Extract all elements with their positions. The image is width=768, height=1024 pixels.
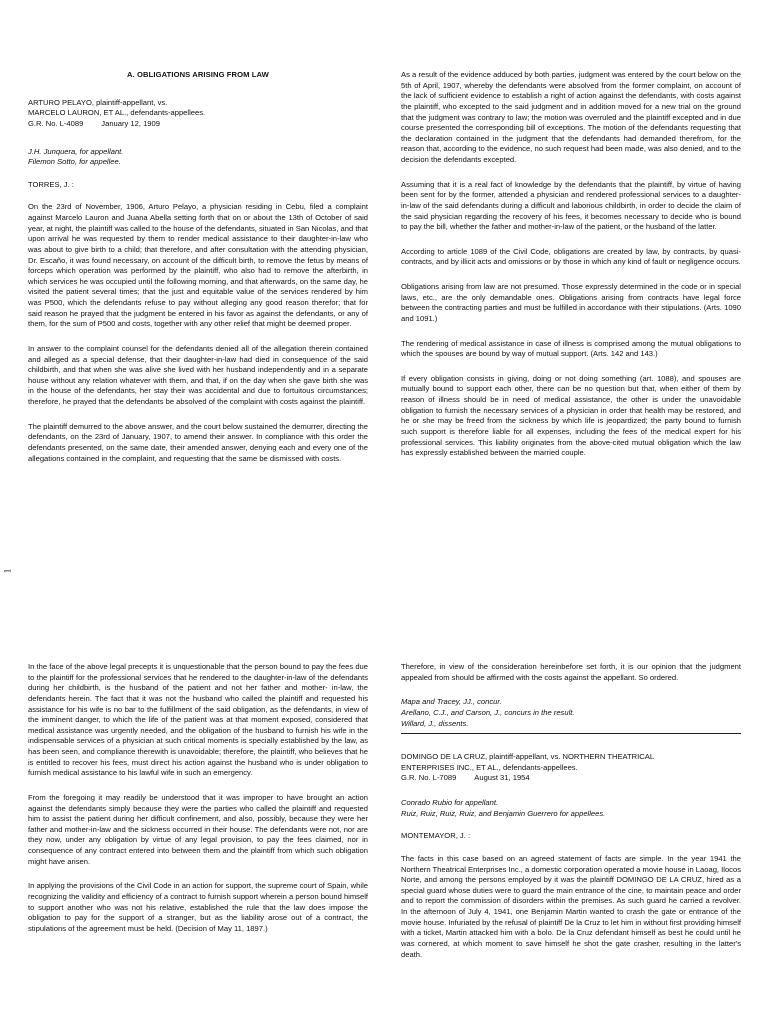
counsel-line: J.H. Junquera, for appellant. (28, 146, 124, 156)
case-divider (401, 733, 741, 734)
concurrence-line: Mapa and Tracey, JJ., concur. (401, 697, 502, 707)
case-caption-line: ENTERPRISES INC., ET AL., defendants-appellees. (401, 762, 578, 772)
counsel-line: Conrado Rubio for appellant. (401, 798, 499, 807)
page1-right-column (401, 70, 741, 468)
decision-date: January 12, 1909 (101, 118, 160, 128)
gr-number: G.R. No. L-4089 (28, 118, 84, 128)
conclusion-paragraph: Therefore, in view of the consideration hereinbefore set forth, it is our opinion that the judgment appealed from should be affirmed with the costs against the appellant. So ordered. (401, 662, 741, 682)
ponente: TORRES, J. : (28, 179, 74, 189)
page-number: 1 (2, 568, 13, 574)
concurrence-line: Arellano, C.J., and Carson, J., concurs in the result. (401, 707, 575, 717)
case-caption-line: DOMINGO DE LA CRUZ, plaintiff-appellant, vs. NORTHERN THEATRICAL (401, 752, 655, 762)
counsel-line: Filemon Sotto, for appellee. (28, 157, 121, 167)
case-number-line (28, 119, 368, 130)
decision-date: August 31, 1954 (474, 773, 530, 783)
case-number-line (401, 773, 741, 784)
ponente: MONTEMAYOR, J. : (401, 831, 471, 841)
page2-right-column (401, 662, 741, 960)
body-paragraph: In applying the provisions of the Civil Code in an action for support, the supreme court of Spain, while recognizing the validity and efficiency of a contract to furnish support wherein a person bound himself to support another who was not his relative, established the rule that the law does impose the obligation to pay for the support of a stranger, but as the liability arose out of a contract, the stipulations of the agreement must be held. (Decision of May 11, 1897.) (28, 881, 368, 933)
body-paragraph: The rendering of medical assistance in case of illness is comprised among the mutual obligations to which the spouses are bound by way of mutual support. (Arts. 142 and 143.) (401, 338, 741, 359)
body-paragraph: Assuming that it is a real fact of knowledge by the defendants that the plaintiff, by virtue of having been sent for by the former, attended a physician and rendered professional services to a daughter-in-law of the said defendants during a difficult and laborious childbirth, in order to decide the claim of the said physician regarding the recovery of his fees, it becomes necessary to decide who is bound to pay the bill, whether the father and mother-in-law of the patient, or the husband of the latter. (401, 179, 741, 232)
body-paragraph: The facts in this case based on an agreed statement of facts are simple. In the year 1941 the Northern Theatrical Enterprises Inc., a domestic corporation operated a movie house in Laoag, Ilocos Norte, and among the persons employed by it was the plaintiff DOMINGO DE LA CRUZ, hired as a special guard whose duties were to guard the main entrance of the cine, to maintain peace and order and to report the commission of disorders within the premises. As such guard he carried a revolver. In the afternoon of July 4, 1941, one Benjamin Martin wanted to crash the gate or entrance of the movie house. Infuriated by the refusal of plaintiff De la Cruz to let him in without first providing himself with a ticket, Martin attacked him with a bolo. De la Cruz defendant himself as best he could until he was cornered, at which moment to save himself he shot the gate crasher, resulting in the latter's death. (401, 853, 741, 959)
body-paragraph: As a result of the evidence adduced by both parties, judgment was entered by the court below on the 5th of April, 1907, whereby the defendants were absolved from the former complaint, on account of the lack of sufficient evidence to establish a right of action against the defendants, with costs against the plaintiff, who excepted to the said judgment and in addition moved for a new trial on the ground that the judgment was contrary to law; the motion was overruled and the plaintiff excepted and in due course presented the corresponding bill of exceptions. The motion of the defendants requesting that the declaration contained in the judgment that the defendants had demanded therefrom, for the reason that, according to the evidence, no such request had been made, was also denied, and to the decision the defendants excepted. (401, 70, 741, 164)
body-paragraph: In the face of the above legal precepts it is unquestionable that the person bound to pay the fees due to the plaintiff for the professional services that he rendered to the daughter-in-law of the defendants during her childbirth, is the husband of the patient and not her father and mother- in-law, the defendants herein. The fact that it was not the husband who called the plaintiff and requested his assistance for his wife is no bar to the fulfillment of the said obligation, as the defendants, in view of the imminent danger, to which the life of the patient was at that moment exposed, considered that medical assistance was urgently needed, and the obligation of the husband to furnish his wife in the indispensable services of a physician at such critical moments is specially established by the law, as has been seen, and compliance therewith is unavoidable; therefore, the plaintiff, who believes that he is entitled to recover his fees, must direct his action against the husband who is under obligation to furnish medical assistance to his lawful wife in such an emergency. (28, 662, 368, 778)
body-paragraph: Obligations arising from law are not presumed. Those expressly determined in the code or in special laws, etc., are the only demandable ones. Obligations arising from contracts have legal force between the contracting parties and must be fulfilled in accordance with their stipulations. (Arts. 1090 and 1091.) (401, 282, 741, 323)
section-heading: A. OBLIGATIONS ARISING FROM LAW (127, 70, 269, 79)
case-caption-line: MARCELO LAURON, ET AL., defendants-appellees. (28, 108, 206, 118)
body-paragraph: If every obligation consists in giving, doing or not doing something (art. 1088), and spouses are mutually bound to support each other, there can be no question but that, when either of them by reason of illness should be in need of medical assistance, the other is under the unavoidable obligation to furnish the necessary services of a physician in order that health may be restored, and he or she may be freed from the sickness by which life is jeopardized; the party bound to furnish such support is therefore liable for all expenses, including the fees of the medical expert for his professional services. This liability originates from the above-cited mutual obligation which the law has expressly established between the married couple. (401, 373, 741, 458)
concurrence-line: Willard, J., dissents. (401, 718, 469, 728)
body-paragraph: From the foregoing it may readily be understood that it was improper to have brought an action against the defendants simply because they were the parties who called the plaintiff and requested him to assist the patient during her difficult confinement, and also, possibly, because they were her father and mother-in-law and the sickness occurred in their house. The defendants were not, nor are they now, under any obligation by virtue of any legal provision, to pay the fees claimed, nor in consequence of any contract entered into between them and the plaintiff from which such obligation might have arisen. (28, 792, 368, 866)
page1-left-column (28, 70, 368, 473)
body-paragraph: In answer to the complaint counsel for the defendants denied all of the allegation therein contained and alleged as a special defense, that their daughter-in-law had died in consequence of the said childbirth, and that when she was alive she lived with her husband independently and in a separate house without any relation whatever with them, and that, if on the day when she gave birth she was in the house of the defendants, her stay their was accidental and due to fortuitous circumstances; therefore, he prayed that the defendants be absolved of the complaint with costs against the plaintiff. (28, 343, 368, 406)
counsel-line: Ruiz, Ruiz, Ruiz, Ruiz, and Benjamin Guerrero for appellees. (401, 808, 606, 818)
case-caption-line: ARTURO PELAYO, plaintiff-appellant, vs. (28, 97, 168, 107)
body-paragraph: According to article 1089 of the Civil Code, obligations are created by law, by contracts, by quasi-contracts, and by illicit acts and omissions or by those in which any kind of fault or negligence occurs. (401, 246, 741, 267)
body-paragraph: On the 23rd of November, 1906, Arturo Pelayo, a physician residing in Cebu, filed a complaint against Marcelo Lauron and Juana Abella setting forth that on or about the 13th of October of said year, at night, the plaintiff was called to the house of the defendants, situated in San Nicolas, and that upon arrival he was requested by them to render medical assistance to their daughter-in-law who was about to give birth to a child; that therefore, and after consultation with the attending physician, Dr. Escaño, it was found necessary, on account of the difficult birth, to remove the fetus by means of forceps which operation was performed by the plaintiff, who also had to remove the afterbirth, in which services he was occupied until the following morning, and that afterwards, on the same day, he visited the patient several times; that the just and equitable value of the services rendered by him was P500, which the defendants refuse to pay without alleging any good reason therefor; that for said reason he prayed that the judgment be entered in his favor as against the defendants, or any of them, for the sum of P500 and costs, together with any other relief that might be deemed proper. (28, 202, 368, 329)
body-paragraph: The plaintiff demurred to the above answer, and the court below sustained the demurrer, directing the defendants, on the 23rd of January, 1907, to amend their answer. In compliance with this order the defendants presented, on the same date, their amended answer, denying each and every one of the allegations contained in the complaint, and requesting that the same be dismissed with costs. (28, 421, 368, 463)
page2-left-column (28, 662, 368, 943)
gr-number: G.R. No. L-7089 (401, 773, 457, 783)
